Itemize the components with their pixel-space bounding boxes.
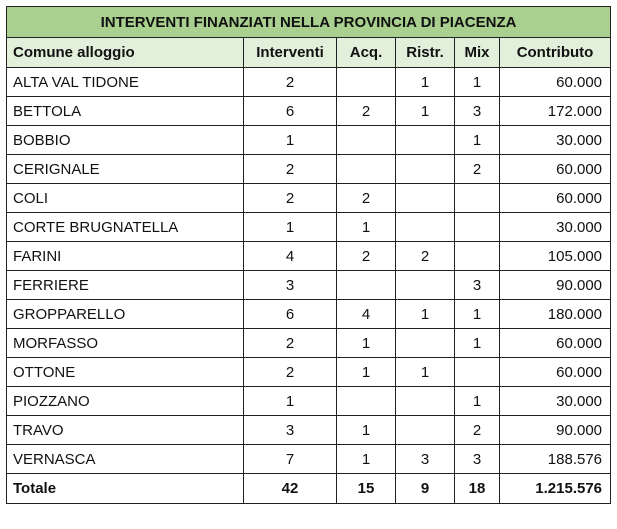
table-row [7, 68, 611, 97]
cell-mix: 3 [455, 445, 500, 474]
cell-contributo: 105.000 [500, 242, 611, 271]
cell-contributo: 30.000 [500, 387, 611, 416]
cell-comune: MORFASSO [7, 329, 244, 358]
total-acq: 15 [337, 474, 396, 504]
column-header-contributo: Contributo [500, 38, 611, 68]
table-row [7, 329, 611, 358]
cell-ristr: 1 [396, 97, 455, 126]
table-row [7, 242, 611, 271]
cell-mix: 1 [455, 300, 500, 329]
table-row [7, 184, 611, 213]
cell-acq: 1 [337, 213, 396, 242]
cell-acq [337, 68, 396, 97]
cell-contributo: 188.576 [500, 445, 611, 474]
cell-acq [337, 387, 396, 416]
cell-comune: PIOZZANO [7, 387, 244, 416]
table-row [7, 97, 611, 126]
cell-mix: 2 [455, 155, 500, 184]
cell-contributo: 30.000 [500, 126, 611, 155]
cell-interventi: 1 [244, 213, 337, 242]
cell-acq: 2 [337, 242, 396, 271]
cell-comune: TRAVO [7, 416, 244, 445]
cell-mix: 2 [455, 416, 500, 445]
table-row [7, 126, 611, 155]
table-row [7, 300, 611, 329]
column-header-ristr: Ristr. [396, 38, 455, 68]
cell-ristr [396, 213, 455, 242]
table-title: INTERVENTI FINANZIATI NELLA PROVINCIA DI PIACENZA [7, 7, 611, 38]
table-row [7, 213, 611, 242]
cell-mix: 1 [455, 387, 500, 416]
cell-ristr: 3 [396, 445, 455, 474]
cell-comune: CERIGNALE [7, 155, 244, 184]
cell-interventi: 1 [244, 126, 337, 155]
table-row [7, 445, 611, 474]
cell-comune: VERNASCA [7, 445, 244, 474]
cell-mix [455, 242, 500, 271]
cell-comune: FARINI [7, 242, 244, 271]
table-row [7, 271, 611, 300]
cell-comune: CORTE BRUGNATELLA [7, 213, 244, 242]
cell-mix [455, 184, 500, 213]
cell-comune: FERRIERE [7, 271, 244, 300]
cell-ristr [396, 271, 455, 300]
cell-interventi: 2 [244, 68, 337, 97]
cell-ristr [396, 184, 455, 213]
total-interventi: 42 [244, 474, 337, 504]
cell-contributo: 60.000 [500, 358, 611, 387]
cell-interventi: 6 [244, 300, 337, 329]
funded-interventions-table [6, 6, 611, 504]
cell-contributo: 172.000 [500, 97, 611, 126]
cell-mix: 1 [455, 329, 500, 358]
cell-acq: 2 [337, 97, 396, 126]
cell-acq: 1 [337, 329, 396, 358]
cell-contributo: 60.000 [500, 68, 611, 97]
cell-mix [455, 213, 500, 242]
cell-comune: BETTOLA [7, 97, 244, 126]
cell-mix: 1 [455, 68, 500, 97]
table-row [7, 155, 611, 184]
cell-comune: COLI [7, 184, 244, 213]
cell-interventi: 2 [244, 358, 337, 387]
cell-acq: 1 [337, 358, 396, 387]
cell-mix: 1 [455, 126, 500, 155]
cell-contributo: 90.000 [500, 416, 611, 445]
cell-contributo: 60.000 [500, 329, 611, 358]
table-row [7, 358, 611, 387]
total-mix: 18 [455, 474, 500, 504]
cell-ristr [396, 329, 455, 358]
cell-ristr: 1 [396, 358, 455, 387]
table-body [7, 68, 611, 474]
cell-comune: OTTONE [7, 358, 244, 387]
table-row [7, 387, 611, 416]
cell-mix: 3 [455, 97, 500, 126]
cell-acq [337, 126, 396, 155]
cell-interventi: 6 [244, 97, 337, 126]
cell-contributo: 180.000 [500, 300, 611, 329]
column-header-acq: Acq. [337, 38, 396, 68]
table-row [7, 416, 611, 445]
cell-acq: 1 [337, 445, 396, 474]
total-contributo: 1.215.576 [500, 474, 611, 504]
cell-acq: 1 [337, 416, 396, 445]
cell-interventi: 2 [244, 329, 337, 358]
cell-ristr: 1 [396, 68, 455, 97]
cell-interventi: 7 [244, 445, 337, 474]
column-header-mix: Mix [455, 38, 500, 68]
cell-acq: 4 [337, 300, 396, 329]
cell-acq [337, 271, 396, 300]
cell-comune: BOBBIO [7, 126, 244, 155]
column-header-comune: Comune alloggio [7, 38, 244, 68]
total-row [7, 474, 611, 504]
cell-ristr [396, 126, 455, 155]
cell-contributo: 90.000 [500, 271, 611, 300]
cell-mix [455, 358, 500, 387]
cell-mix: 3 [455, 271, 500, 300]
cell-ristr [396, 416, 455, 445]
cell-ristr: 1 [396, 300, 455, 329]
cell-contributo: 30.000 [500, 213, 611, 242]
cell-acq [337, 155, 396, 184]
cell-interventi: 3 [244, 416, 337, 445]
table-header-row [7, 38, 611, 68]
cell-ristr [396, 155, 455, 184]
cell-interventi: 2 [244, 184, 337, 213]
cell-interventi: 1 [244, 387, 337, 416]
cell-acq: 2 [337, 184, 396, 213]
cell-comune: ALTA VAL TIDONE [7, 68, 244, 97]
cell-interventi: 2 [244, 155, 337, 184]
cell-ristr: 2 [396, 242, 455, 271]
cell-interventi: 3 [244, 271, 337, 300]
cell-contributo: 60.000 [500, 184, 611, 213]
total-ristr: 9 [396, 474, 455, 504]
cell-comune: GROPPARELLO [7, 300, 244, 329]
column-header-interventi: Interventi [244, 38, 337, 68]
total-label: Totale [7, 474, 244, 504]
cell-ristr [396, 387, 455, 416]
cell-interventi: 4 [244, 242, 337, 271]
cell-contributo: 60.000 [500, 155, 611, 184]
